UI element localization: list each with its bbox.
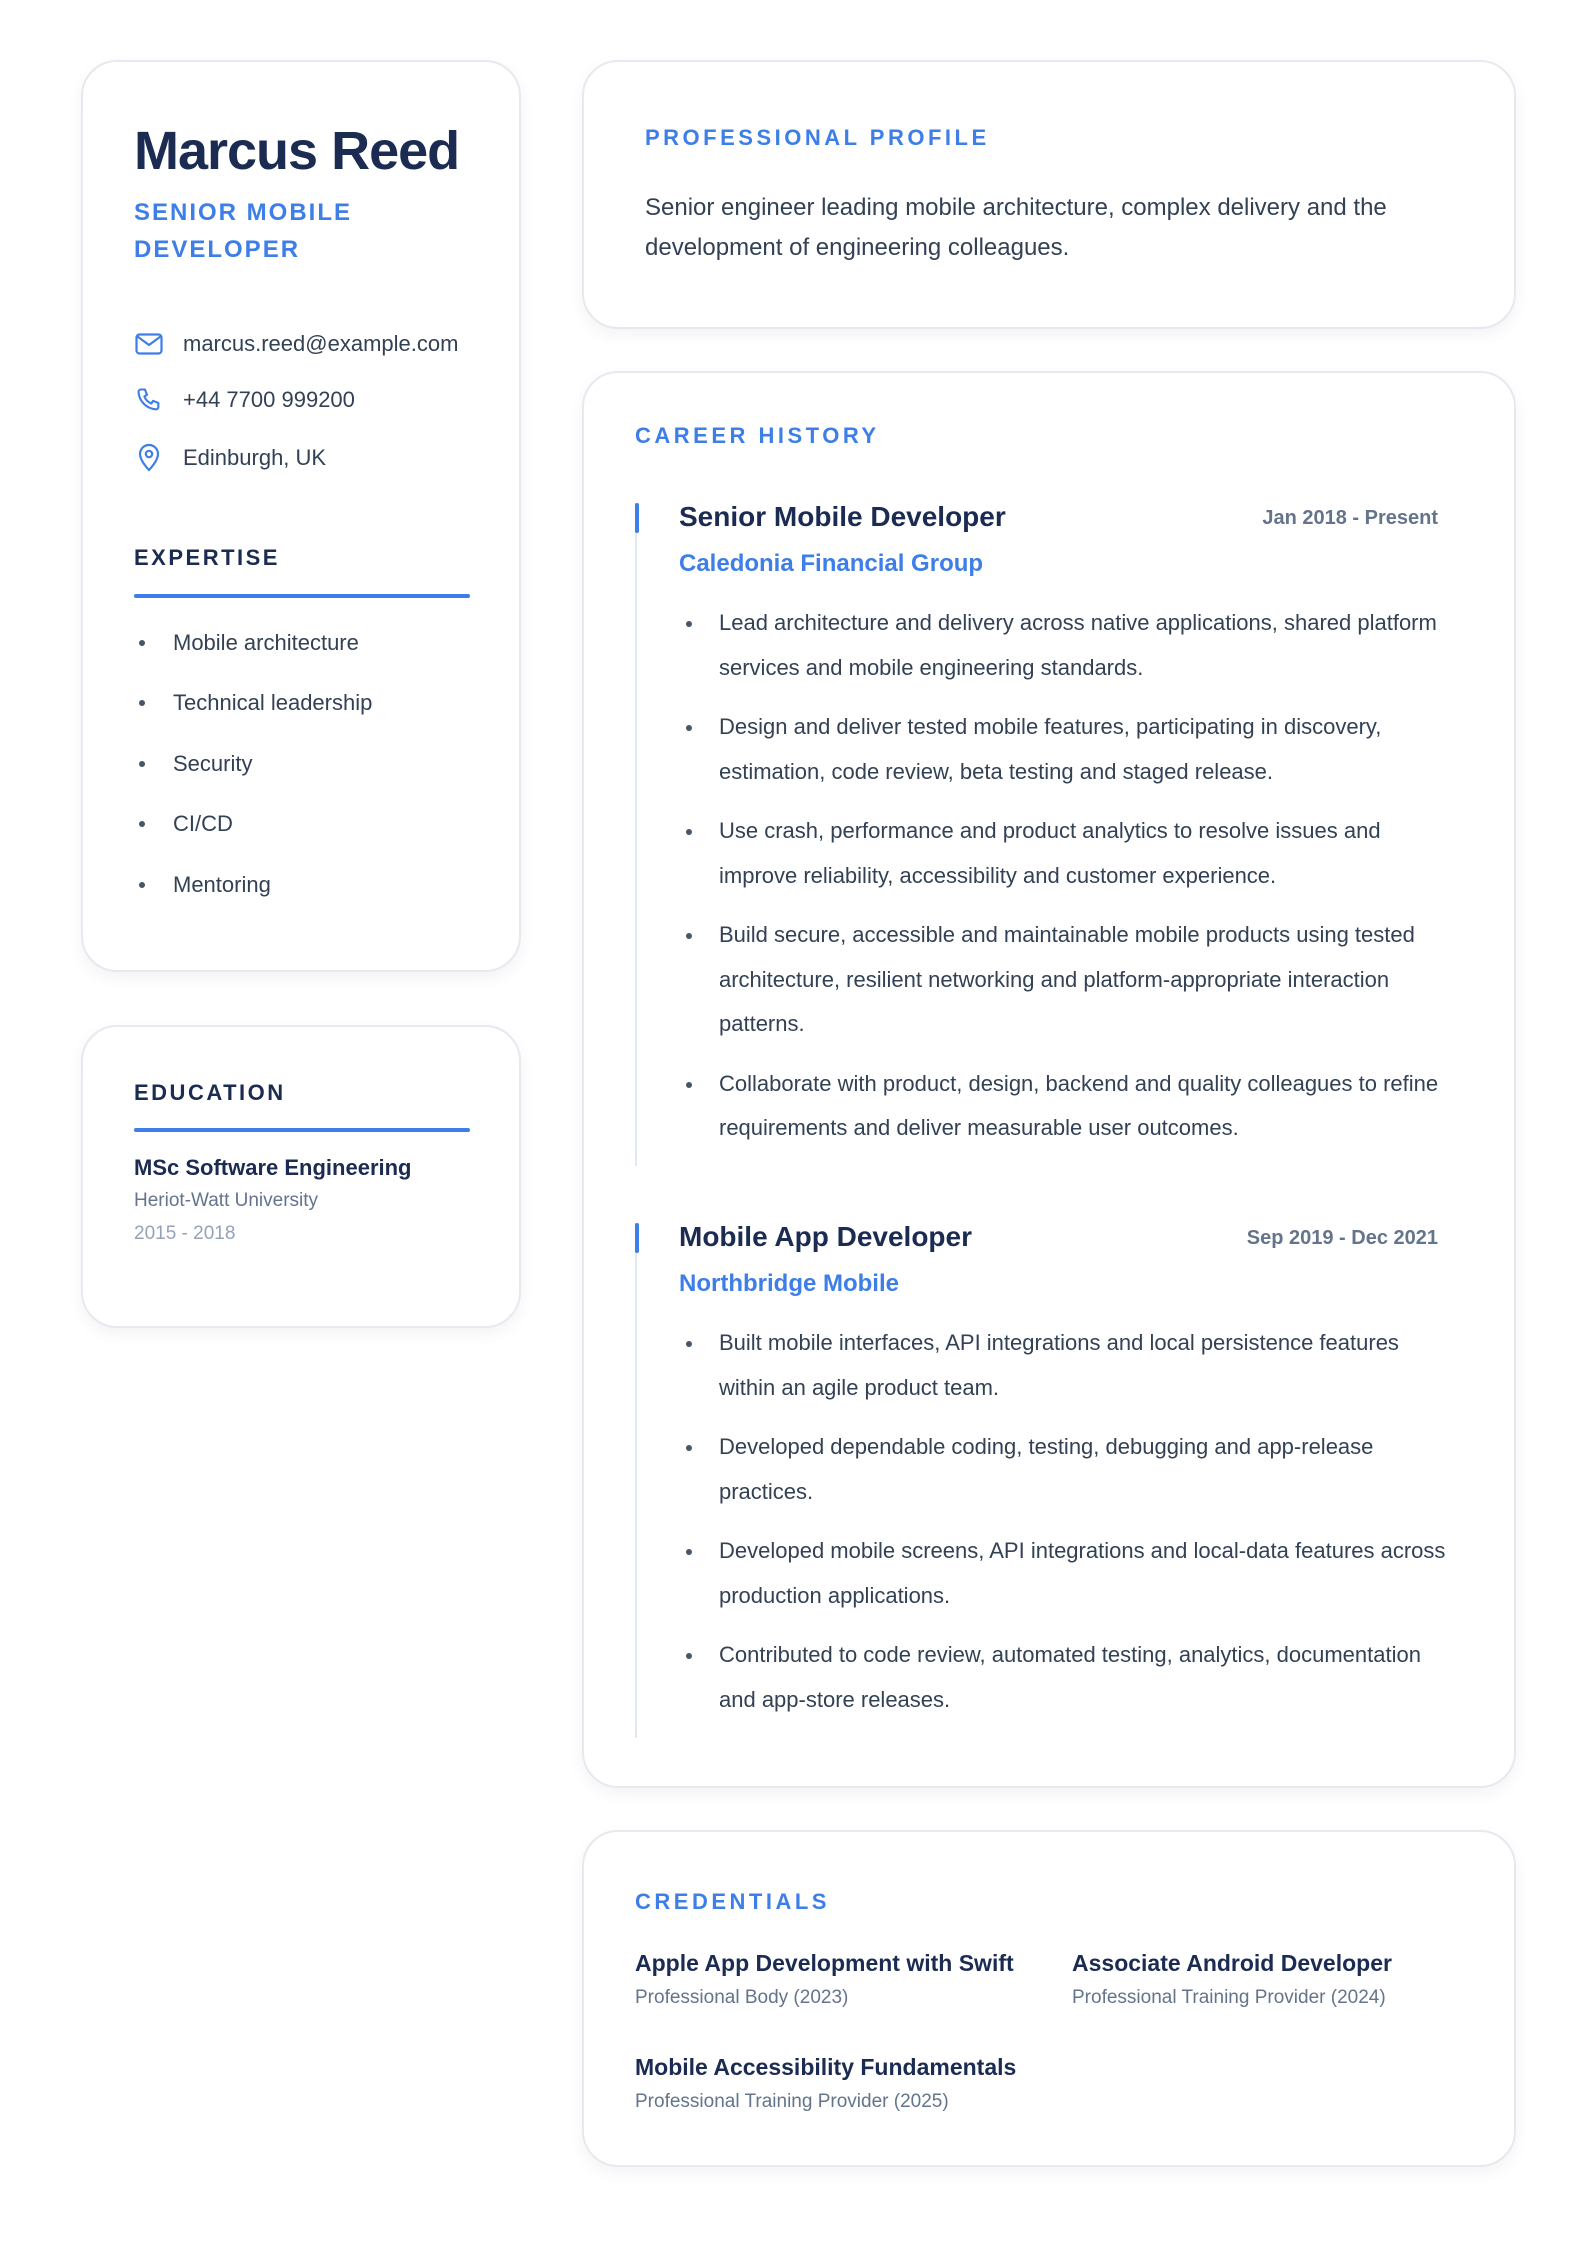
skill-item: Security	[134, 749, 252, 779]
contact-location	[134, 442, 326, 474]
skill-item: Mobile architecture	[134, 628, 359, 658]
list-item: Design and deliver tested mobile features, participating in discovery, estimation, code review, beta testing and staged release.	[679, 705, 1459, 794]
education-divider	[134, 1128, 470, 1132]
education-degree: MSc Software Engineering	[134, 1155, 412, 1180]
credential-source: Professional Training Provider (2024)	[1072, 1987, 1386, 2008]
job-bullets	[679, 601, 1459, 1166]
job-title: Senior Mobile Developer	[679, 501, 1006, 532]
skill-item: Technical leadership	[134, 688, 372, 718]
credential-title: Associate Android Developer	[1072, 1950, 1392, 1976]
contact-phone[interactable]	[134, 384, 355, 416]
job-company: Caledonia Financial Group	[679, 550, 984, 577]
skill-item: CI/CD	[134, 809, 233, 839]
timeline-marker	[635, 1223, 639, 1253]
job-dates: Jan 2018 - Present	[1262, 507, 1438, 529]
list-item: Built mobile interfaces, API integrations and local persistence features within an agile product team.	[679, 1321, 1459, 1410]
credential-source: Professional Training Provider (2025)	[635, 2091, 949, 2112]
list-item: Developed mobile screens, API integrations and local-data features across production applications.	[679, 1529, 1459, 1618]
timeline-rail	[635, 503, 637, 1166]
credential-title: Mobile Accessibility Fundamentals	[635, 2054, 1017, 2080]
job-bullets	[679, 1321, 1459, 1737]
candidate-role: SENIOR MOBILE DEVELOPER	[134, 199, 353, 263]
profile-card	[582, 60, 1516, 329]
credential-item	[635, 2054, 1016, 2113]
list-item: Build secure, accessible and maintainable mobile products using tested architecture, resilient networking and platform-appropriate interaction patterns.	[679, 913, 1459, 1047]
profile-heading: PROFESSIONAL PROFILE	[645, 125, 990, 150]
credentials-card	[582, 1830, 1516, 2167]
location-text: Edinburgh, UK	[183, 445, 327, 470]
credential-title: Apple App Development with Swift	[635, 1950, 1014, 1976]
education-card	[81, 1025, 521, 1328]
credentials-heading: CREDENTIALS	[635, 1889, 830, 1914]
profile-summary: Senior engineer leading mobile architecture, complex delivery and the development of engineering colleagues.	[645, 194, 1387, 261]
identity-card	[81, 60, 521, 972]
education-years: 2015 - 2018	[134, 1223, 236, 1244]
email-text: marcus.reed@example.com	[183, 331, 459, 356]
candidate-name: Marcus Reed	[134, 121, 460, 181]
mail-icon	[134, 329, 164, 359]
job-company: Northbridge Mobile	[679, 1270, 899, 1297]
list-item: Use crash, performance and product analytics to resolve issues and improve reliability, accessibility and customer experience.	[679, 809, 1459, 898]
map-pin-icon	[134, 443, 164, 473]
contact-email[interactable]	[134, 328, 458, 360]
list-item: Lead architecture and delivery across native applications, shared platform services and mobile engineering standards.	[679, 601, 1459, 690]
list-item: Developed dependable coding, testing, debugging and app-release practices.	[679, 1425, 1459, 1514]
timeline-rail	[635, 1223, 637, 1738]
phone-text: +44 7700 999200	[183, 387, 355, 412]
timeline-marker	[635, 503, 639, 533]
career-card	[582, 371, 1516, 1788]
expertise-divider	[134, 594, 470, 598]
credential-item	[635, 1950, 1014, 2009]
list-item: Collaborate with product, design, backend and quality colleagues to refine requirements and deliver measurable user outcomes.	[679, 1062, 1459, 1151]
expertise-heading: EXPERTISE	[134, 545, 280, 570]
credential-source: Professional Body (2023)	[635, 1987, 849, 2008]
skill-item: Mentoring	[134, 870, 271, 900]
job-entry	[635, 503, 1475, 1166]
job-dates: Sep 2019 - Dec 2021	[1246, 1227, 1438, 1249]
education-school: Heriot-Watt University	[134, 1190, 319, 1211]
phone-icon	[134, 385, 164, 415]
job-title: Mobile App Developer	[679, 1221, 973, 1252]
career-heading: CAREER HISTORY	[635, 423, 880, 448]
credential-item	[1072, 1950, 1392, 2009]
education-heading: EDUCATION	[134, 1080, 286, 1105]
list-item: Contributed to code review, automated testing, analytics, documentation and app-store releases.	[679, 1633, 1459, 1722]
job-entry	[635, 1223, 1475, 1738]
